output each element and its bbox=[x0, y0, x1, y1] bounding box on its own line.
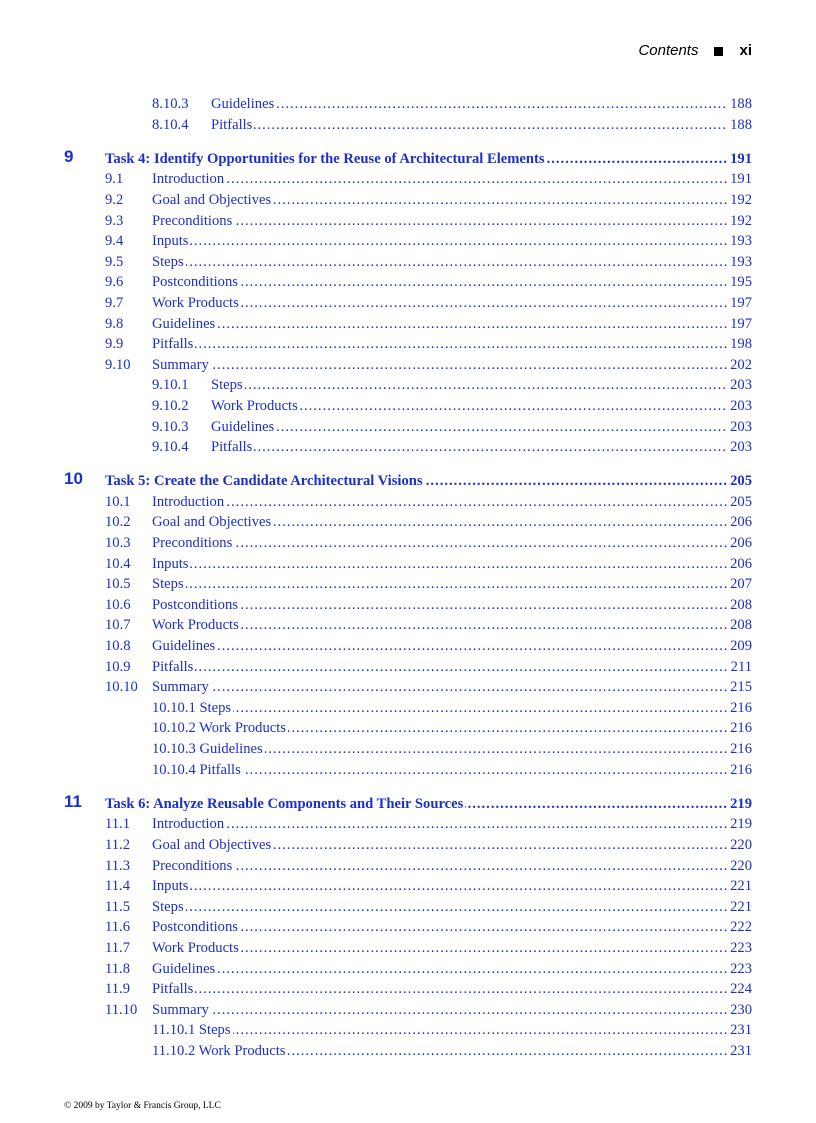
entry-title: Inputs bbox=[152, 878, 189, 895]
dot-leader bbox=[152, 636, 752, 656]
toc-entry[interactable] bbox=[0, 574, 816, 594]
dot-leader bbox=[152, 979, 752, 999]
entry-number: 10.9 bbox=[105, 658, 131, 675]
toc-entry[interactable] bbox=[0, 94, 816, 114]
toc-entry[interactable] bbox=[0, 897, 816, 917]
entry-number: 9.10.3 bbox=[152, 418, 189, 435]
entry-number: 11.9 bbox=[105, 981, 130, 998]
toc-entry[interactable] bbox=[0, 417, 816, 437]
toc-entry[interactable] bbox=[0, 1000, 816, 1020]
entry-number: 11.2 bbox=[105, 836, 130, 853]
entry-number: 11.8 bbox=[105, 960, 130, 977]
page-ref: 203 bbox=[730, 418, 752, 435]
page-ref: 191 bbox=[730, 171, 752, 188]
entry-number: 11.10.1 bbox=[152, 1022, 196, 1039]
entry-title: Guidelines bbox=[152, 315, 216, 332]
page-ref: 191 bbox=[730, 150, 752, 167]
page-ref: 192 bbox=[730, 212, 752, 229]
entry-number: 10.8 bbox=[105, 638, 131, 654]
toc-entry[interactable] bbox=[0, 677, 816, 697]
entry-title: Steps bbox=[152, 898, 184, 915]
dot-leader bbox=[211, 115, 752, 135]
entry-number: 11.6 bbox=[105, 919, 130, 936]
toc-entry[interactable] bbox=[0, 636, 816, 656]
dot-leader bbox=[211, 437, 752, 457]
toc-entry[interactable] bbox=[0, 814, 816, 834]
entry-title: Introduction bbox=[152, 816, 225, 833]
dot-leader bbox=[152, 169, 752, 189]
toc-entry[interactable] bbox=[0, 917, 816, 937]
page-ref: 202 bbox=[730, 356, 752, 373]
page-ref: 209 bbox=[730, 638, 752, 654]
entry-title: Summary bbox=[152, 356, 209, 373]
entry-number: 10.1 bbox=[105, 493, 131, 510]
toc-entry[interactable] bbox=[0, 190, 816, 210]
page-ref: 192 bbox=[730, 191, 752, 208]
toc-entry[interactable] bbox=[0, 314, 816, 334]
page-ref: 216 bbox=[730, 720, 752, 737]
entry-title: Work Products bbox=[152, 294, 239, 311]
toc-entry[interactable] bbox=[0, 698, 816, 718]
dot-leader bbox=[152, 554, 752, 574]
entry-title: Introduction bbox=[152, 493, 225, 510]
entry-title: Inputs bbox=[152, 555, 189, 572]
entry-number: 9.3 bbox=[105, 212, 124, 229]
toc-entry[interactable] bbox=[0, 437, 816, 457]
toc-entry[interactable] bbox=[0, 979, 816, 999]
dot-leader bbox=[152, 1000, 752, 1020]
page-ref: 223 bbox=[730, 960, 752, 977]
toc-entry[interactable] bbox=[0, 835, 816, 855]
entry-number: 9.10 bbox=[105, 356, 131, 373]
entry-number: 11.4 bbox=[105, 878, 130, 895]
entry-number: 9.8 bbox=[105, 315, 124, 332]
entry-number: 11.10 bbox=[105, 1001, 138, 1018]
toc-entry[interactable] bbox=[0, 760, 816, 780]
entry-number: 10.10.2 bbox=[152, 720, 196, 737]
toc-entry[interactable] bbox=[0, 396, 816, 416]
entry-label: Work Products bbox=[199, 720, 286, 737]
toc-entry[interactable] bbox=[0, 739, 816, 759]
entry-title: Goal and Objectives bbox=[152, 514, 272, 531]
dot-leader bbox=[152, 698, 752, 718]
entry-title: Summary bbox=[152, 679, 209, 696]
page-ref: 188 bbox=[730, 116, 752, 133]
toc-entry[interactable] bbox=[0, 272, 816, 292]
dot-leader bbox=[152, 938, 752, 958]
entry-title: Postconditions bbox=[152, 274, 238, 291]
entry-title: Inputs bbox=[152, 233, 189, 250]
page-ref: 208 bbox=[730, 596, 752, 613]
entry-label: Guidelines bbox=[199, 741, 263, 757]
entry-number: 11.7 bbox=[105, 939, 130, 956]
entry-title: Work Products bbox=[152, 617, 239, 634]
dot-leader bbox=[152, 533, 752, 553]
entry-number: 9.10.1 bbox=[152, 377, 189, 394]
toc-chapter-entry[interactable] bbox=[0, 471, 816, 491]
entry-number: 10.10 bbox=[105, 679, 138, 696]
dot-leader bbox=[152, 492, 752, 512]
chapter-title: Task 4: Identify Opportunities for the Reuse of Architectural Elements bbox=[105, 150, 545, 167]
dot-leader bbox=[152, 355, 752, 375]
toc-entry[interactable] bbox=[0, 595, 816, 615]
page-ref: 220 bbox=[730, 857, 752, 874]
chapter-title: Task 6: Analyze Reusable Components and Their Sources bbox=[105, 795, 464, 812]
dot-leader bbox=[152, 252, 752, 272]
entry-number: 8.10.3 bbox=[152, 96, 189, 112]
page-ref: 220 bbox=[730, 836, 752, 853]
entry-title: Preconditions bbox=[152, 535, 233, 551]
page-ref: 230 bbox=[730, 1001, 752, 1018]
dot-leader bbox=[211, 94, 752, 114]
toc-entry[interactable] bbox=[0, 375, 816, 395]
dot-leader bbox=[152, 231, 752, 251]
toc-entry[interactable] bbox=[0, 657, 816, 677]
toc-entry[interactable] bbox=[0, 115, 816, 135]
page-ref: 223 bbox=[730, 939, 752, 956]
page-number: xi bbox=[739, 42, 752, 59]
entry-title: Steps bbox=[152, 576, 184, 593]
chapter-title: Task 5: Create the Candidate Architectural Visions bbox=[105, 473, 423, 490]
page-ref: 222 bbox=[730, 919, 752, 936]
entry-number: 9.6 bbox=[105, 274, 124, 291]
page-ref: 203 bbox=[730, 377, 752, 394]
entry-title bbox=[152, 760, 243, 780]
entry-title: Steps bbox=[211, 377, 243, 394]
dot-leader bbox=[152, 814, 752, 834]
entry-number: 10.2 bbox=[105, 514, 131, 531]
page-ref: 188 bbox=[730, 96, 752, 112]
entry-title bbox=[152, 698, 233, 718]
toc-chapter-entry[interactable] bbox=[0, 791, 816, 814]
toc-entry[interactable] bbox=[0, 355, 816, 375]
entry-title: Guidelines bbox=[211, 418, 275, 435]
page-ref: 193 bbox=[730, 253, 752, 270]
entry-title: Pitfalls bbox=[152, 336, 194, 353]
entry-label: Steps bbox=[198, 1022, 231, 1039]
page-ref: 216 bbox=[730, 761, 752, 778]
page-ref: 203 bbox=[730, 439, 752, 456]
page-ref: 197 bbox=[730, 294, 752, 311]
entry-number: 9.10.2 bbox=[152, 397, 189, 414]
entry-title: Guidelines bbox=[152, 960, 216, 977]
page-ref: 207 bbox=[730, 576, 752, 593]
dot-leader bbox=[211, 375, 752, 395]
dot-leader bbox=[152, 856, 752, 876]
dot-leader bbox=[152, 917, 752, 937]
toc-entry[interactable] bbox=[0, 938, 816, 958]
dot-leader bbox=[152, 897, 752, 917]
toc-entry[interactable] bbox=[0, 856, 816, 876]
entry-title: Introduction bbox=[152, 171, 225, 188]
dot-leader bbox=[152, 677, 752, 697]
toc-entry[interactable] bbox=[0, 718, 816, 738]
dot-leader bbox=[152, 574, 752, 594]
entry-number: 9.10.4 bbox=[152, 439, 189, 456]
page-ref: 206 bbox=[730, 535, 752, 551]
entry-number: 9.5 bbox=[105, 253, 124, 270]
dot-leader bbox=[152, 615, 752, 635]
toc-entry[interactable] bbox=[0, 1041, 816, 1061]
toc-entry[interactable] bbox=[0, 533, 816, 553]
entry-title: Guidelines bbox=[211, 96, 275, 112]
entry-number: 9.1 bbox=[105, 171, 124, 188]
page-ref: 203 bbox=[730, 397, 752, 414]
entry-title: Postconditions bbox=[152, 596, 238, 613]
toc-entry[interactable] bbox=[0, 492, 816, 512]
page-ref: 221 bbox=[730, 878, 752, 895]
chapter-number: 9 bbox=[64, 146, 74, 166]
toc-entry[interactable] bbox=[0, 231, 816, 251]
page-ref: 219 bbox=[730, 816, 752, 833]
copyright-footer: © 2009 by Taylor & Francis Group, LLC bbox=[64, 1101, 221, 1111]
page-ref: 205 bbox=[730, 473, 752, 490]
entry-title: Pitfalls bbox=[211, 116, 253, 133]
page-ref: 193 bbox=[730, 233, 752, 250]
toc-entry[interactable] bbox=[0, 512, 816, 532]
entry-title: Steps bbox=[152, 253, 184, 270]
entry-number: 9.7 bbox=[105, 294, 124, 311]
page-ref: 221 bbox=[730, 898, 752, 915]
chapter-number: 11 bbox=[64, 791, 82, 811]
entry-title: Goal and Objectives bbox=[152, 836, 272, 853]
page-ref: 224 bbox=[730, 981, 752, 998]
running-header bbox=[638, 42, 752, 59]
dot-leader bbox=[152, 334, 752, 354]
dot-leader bbox=[211, 417, 752, 437]
entry-number: 11.3 bbox=[105, 857, 130, 874]
entry-title: Work Products bbox=[211, 397, 298, 414]
toc-entry[interactable] bbox=[0, 959, 816, 979]
page-ref: 195 bbox=[730, 274, 752, 291]
toc-entry[interactable] bbox=[0, 252, 816, 272]
entry-label: Work Products bbox=[198, 1042, 286, 1059]
page-ref: 208 bbox=[730, 617, 752, 634]
entry-number: 9.4 bbox=[105, 233, 124, 250]
toc-entry[interactable] bbox=[0, 615, 816, 635]
page-ref: 211 bbox=[730, 658, 752, 675]
entry-number: 10.6 bbox=[105, 596, 131, 613]
dot-leader bbox=[152, 876, 752, 896]
page-ref: 216 bbox=[730, 699, 752, 716]
dot-leader bbox=[152, 1020, 752, 1040]
entry-number: 10.3 bbox=[105, 535, 131, 551]
page-ref: 216 bbox=[730, 741, 752, 757]
entry-title: Preconditions bbox=[152, 212, 233, 229]
entry-number: 9.9 bbox=[105, 336, 124, 353]
page-ref: 198 bbox=[730, 336, 752, 353]
toc-entry[interactable] bbox=[0, 211, 816, 231]
toc-entry[interactable] bbox=[0, 334, 816, 354]
entry-title: Work Products bbox=[152, 939, 239, 956]
entry-title bbox=[152, 1041, 287, 1061]
toc-chapter-entry[interactable] bbox=[0, 146, 816, 169]
dot-leader bbox=[152, 314, 752, 334]
toc-entry[interactable] bbox=[0, 293, 816, 313]
entry-number: 11.5 bbox=[105, 898, 130, 915]
dot-leader bbox=[152, 272, 752, 292]
toc-entry[interactable] bbox=[0, 876, 816, 896]
entry-title: Guidelines bbox=[152, 638, 216, 654]
entry-number: 10.5 bbox=[105, 576, 131, 593]
dot-leader bbox=[152, 657, 752, 677]
entry-title: Pitfalls bbox=[152, 981, 194, 998]
dot-leader bbox=[152, 293, 752, 313]
entry-label: Steps bbox=[199, 699, 232, 716]
entry-title: Goal and Objectives bbox=[152, 191, 272, 208]
page-ref: 206 bbox=[730, 555, 752, 572]
page-ref: 206 bbox=[730, 514, 752, 531]
entry-number: 11.1 bbox=[105, 816, 130, 833]
page-ref: 231 bbox=[730, 1022, 752, 1039]
entry-number: 11.10.2 bbox=[152, 1042, 196, 1059]
entry-title: Pitfalls bbox=[152, 658, 194, 675]
page-ref: 205 bbox=[730, 493, 752, 510]
dot-leader bbox=[152, 595, 752, 615]
dot-leader bbox=[152, 959, 752, 979]
header-label: Contents bbox=[638, 42, 699, 59]
chapter-number: 10 bbox=[64, 469, 83, 489]
entry-number: 10.10.4 bbox=[152, 761, 196, 778]
page-ref: 231 bbox=[730, 1042, 752, 1059]
page-ref: 219 bbox=[730, 795, 752, 812]
entry-title: Postconditions bbox=[152, 919, 238, 936]
toc-entry[interactable] bbox=[0, 554, 816, 574]
toc-entry[interactable] bbox=[0, 1020, 816, 1040]
page-ref: 215 bbox=[730, 679, 752, 696]
entry-title: Preconditions bbox=[152, 857, 233, 874]
entry-title bbox=[152, 739, 265, 759]
dot-leader bbox=[152, 211, 752, 231]
entry-number: 9.2 bbox=[105, 191, 124, 208]
toc-entry[interactable] bbox=[0, 169, 816, 189]
entry-number: 10.7 bbox=[105, 617, 131, 634]
square-bullet-icon bbox=[714, 47, 723, 56]
entry-label: Pitfalls bbox=[199, 761, 241, 778]
entry-title bbox=[152, 1020, 233, 1040]
entry-number: 8.10.4 bbox=[152, 116, 189, 133]
entry-number: 10.10.3 bbox=[152, 741, 196, 757]
entry-number: 10.10.1 bbox=[152, 699, 196, 716]
entry-title: Pitfalls bbox=[211, 439, 253, 456]
entry-number: 10.4 bbox=[105, 555, 131, 572]
entry-title bbox=[152, 718, 288, 738]
page-ref: 197 bbox=[730, 315, 752, 332]
entry-title: Summary bbox=[152, 1001, 209, 1018]
